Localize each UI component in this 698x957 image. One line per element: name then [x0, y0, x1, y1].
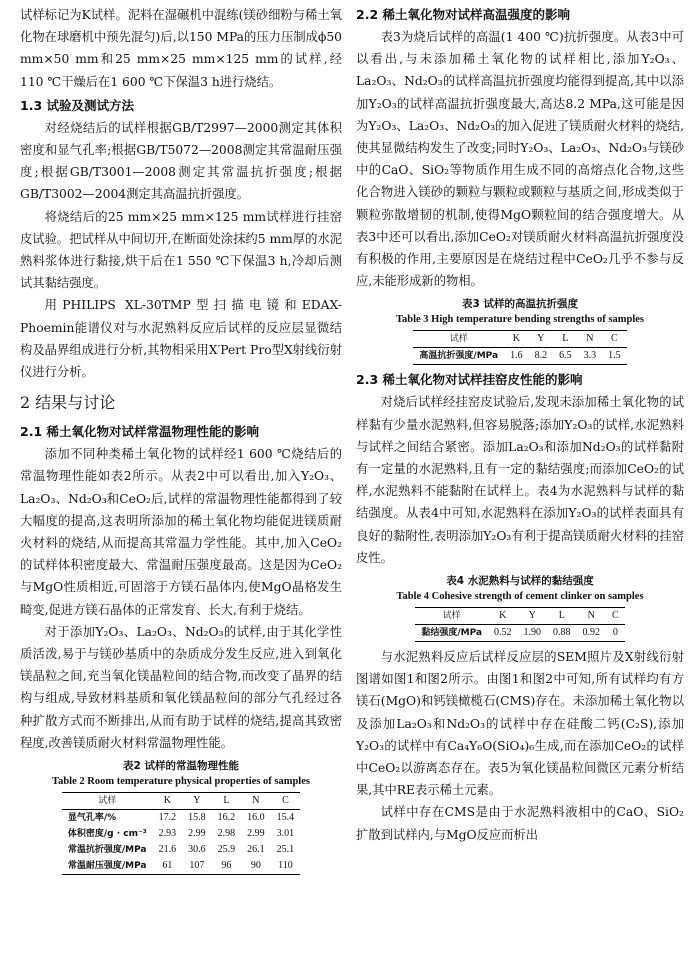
- table-cell: 0.92: [582, 627, 600, 639]
- heading-2-2: 2.2 稀土氧化物对试样高温强度的影响: [356, 7, 570, 22]
- table-cell: 1.6: [510, 350, 523, 362]
- table-2-caption-cn: 表2 试样的常温物理性能: [123, 760, 239, 773]
- paragraph-after-table-4: 与水泥熟料反应后试样反应层的SEM照片及X射线衍射图谱如图1和图2所示。由图1和图2中可知,所有试样均有方镁石(MgO)和钙镁橄榄石(CMS)存在。未添加稀土氧化物以及添加La₂O₃和Nd₂O₃的试样中存在硅酸二钙(C₂S),添加Y₂O₃的试样中有Ca₄Y₆O(SiO₄)₆生成,而在添加CeO₂的试样中CeO₂以游离态存在。表5为氧化镁晶粒间微区元素分析结果,其中RE表示稀土元素。: [356, 650, 684, 798]
- row-label: 高温抗折强度/MPa: [419, 351, 499, 362]
- table-2-grid: [62, 792, 300, 875]
- table-cell: 1.5: [608, 350, 621, 362]
- table-cell: 90: [250, 860, 261, 872]
- table-header-cell: C: [271, 793, 301, 810]
- paragraph-last: 试样中存在CMS是由于水泥熟料液相中的CaO、SiO₂扩散到试样内,与MgO反应而析出: [356, 805, 684, 842]
- table-cell: 107: [189, 860, 205, 872]
- table-cell: 0.88: [553, 627, 571, 639]
- table-header-cell: C: [602, 331, 627, 348]
- table-cell: 15.4: [276, 812, 295, 824]
- paragraph-1-3-a: 对经烧结后的试样根据GB/T2997—2000测定其体积密度和显气孔率;根据GB/T5072—2008测定其常温耐压强度;根据GB/T3001—2008测定其常温抗折强度;根据GB/T3002—2004测定其高温抗折强度。: [20, 120, 342, 202]
- table-header-cell: K: [504, 331, 529, 348]
- table-cell: 25.1: [276, 844, 295, 856]
- table-header-cell: 试样: [62, 793, 153, 810]
- table-row: [62, 826, 300, 842]
- heading-1-3: 1.3 试验及测试方法: [20, 97, 134, 113]
- table-header-cell: K: [153, 793, 183, 810]
- table-cell: 3.01: [276, 828, 295, 840]
- table-cell: 16.0: [247, 812, 265, 824]
- row-label: 体积密度/g · cm⁻³: [67, 829, 147, 840]
- row-label: 显气孔率/%: [67, 813, 117, 824]
- heading-2-1: 2.1 稀土氧化物对试样常温物理性能的影响: [20, 424, 259, 440]
- table-cell: 2.99: [188, 828, 206, 840]
- table-header-cell: 试样: [415, 608, 488, 625]
- table-header-cell: L: [553, 331, 578, 348]
- table-header-cell: Y: [529, 331, 554, 348]
- table-row: [415, 625, 624, 642]
- table-cell: 110: [278, 860, 293, 872]
- row-label: 黏结强度/MPa: [421, 628, 482, 639]
- table-3-caption-cn: 表3 试样的高温抗折强度: [462, 298, 578, 311]
- paragraph-2-1-a: 添加不同种类稀土氧化物的试样经1 600 ℃烧结后的常温物理性能如表2所示。从表2中可以看出,加入Y₂O₃、La₂O₃、Nd₂O₃和CeO₂后,试样的常温物理性能都得到了较大幅度的提高,这表明所添加的稀土氧化物均能促进镁质耐火材料的烧结,从而提高其常温力学性能。其中,加入CeO₂的试样体积密度最大、常温耐压强度最高。这是因为CeO₂与MgO性质相近,可固溶于方镁石晶体内,使MgO晶格发生畸变,促进方镁石晶体的正常发育、长大,有利于烧结。: [20, 447, 342, 617]
- table-header-cell: L: [212, 793, 242, 810]
- paragraph-2-3: 对烧后试样经挂窑皮试验后,发现未添加稀土氧化物的试样黏有少量水泥熟料,但容易脱落;添加Y₂O₃的试样,水泥熟料与试样之间结合紧密。添加La₂O₃和添加Nd₂O₃的试样黏附有一定量的水泥熟料,且有一定的黏结强度;而添加CeO₂的试样,水泥熟料不能黏附在试样上。表4为水泥熟料与试样的黏结强度。从表4中可知,水泥熟料在添加Y₂O₃的试样表面具有良好的黏附性,表明添加Y₂O₃有利于提高镁质耐火材料的挂窑皮性。: [356, 395, 684, 565]
- table-cell: 1.90: [523, 627, 541, 639]
- table-cell: 16.2: [217, 812, 236, 824]
- table-cell: 0: [612, 627, 618, 639]
- table-3: [356, 296, 684, 365]
- table-cell: 8.2: [534, 350, 548, 362]
- heading-2: 2 结果与讨论: [20, 393, 116, 413]
- right-column: [356, 4, 684, 846]
- table-header-cell: N: [578, 331, 603, 348]
- table-cell: 2.93: [158, 828, 177, 840]
- paragraph-2-2: 表3为烧后试样的高温(1 400 ℃)抗折强度。从表3中可以看出,与未添加稀土氧化物的试样相比,添加Y₂O₃、La₂O₃、Nd₂O₃的试样高温抗折强度均能得到提高,其中以添加Y₂O₃的试样高温抗折强度最大,高达8.2 MPa,这可能是因为Y₂O₃、La₂O₃、Nd₂O₃的加入促进了镁质耐火材料的烧结,使其显微结构发生了改变;同时Y₂O₃、La₂O₃、Nd₂O₃与镁砂中的CaO、SiO₂等物质作用生成不同的高熔点化合物,这些化合物进入镁砂的颗粒与颗粒或颗粒与基质之间,形成类似于颗粒弥散增韧的机制,使得MgO颗粒间的结合强度增大。从表3中还可以看出,添加CeO₂对镁质耐火材料高温抗折强度没有积极的作用,主要原因是在烧结过程中CeO₂几乎不参与反应,未能形成新的物相。: [356, 30, 684, 289]
- table-3-caption-en: Table 3 High temperature bending strengths of samples: [395, 314, 645, 326]
- table-header-cell: N: [241, 793, 271, 810]
- table-cell: 61: [162, 860, 173, 872]
- table-header-cell: Y: [518, 608, 548, 625]
- table-4-grid: [415, 607, 624, 642]
- row-label: 常温耐压强度/MPa: [67, 861, 147, 872]
- table-cell: 17.2: [158, 812, 177, 824]
- paragraph-1-3-c: 用PHILIPS XL-30TMP型扫描电镜和EDAX-Phoemin能谱仪对与水泥熟料反应后试样的反应层显微结构及晶界组成进行分析,其物相采用X′Pert Pro型X射线衍射仪进行分析。: [20, 298, 342, 380]
- table-row: [62, 810, 300, 827]
- table-4-caption-en: Table 4 Cohesive strength of cement clinker on samples: [396, 591, 644, 603]
- table-cell: 21.6: [158, 844, 177, 856]
- table-2-caption-en: Table 2 Room temperature physical properties of samples: [52, 776, 310, 788]
- table-header-cell: 试样: [413, 331, 504, 348]
- table-cell: 30.6: [188, 844, 206, 856]
- left-column: [20, 4, 342, 875]
- table-row: [62, 858, 300, 875]
- table-row: [413, 348, 626, 365]
- table-cell: 26.1: [247, 844, 265, 856]
- row-label: 常温抗折强度/MPa: [67, 845, 147, 856]
- paragraph-2-1-b: 对于添加Y₂O₃、La₂O₃、Nd₂O₃的试样,由于其化学性质活泼,易于与镁砂基质中的杂质成分发生反应,进入到氧化镁晶粒之间,充当氧化镁晶粒间的结合物,而改变了晶界的结构与组成,导致材料基质和氧化镁晶粒间的部分气孔经过各种扩散方式而不断排出,从而有助于试样的烧结,提高其致密程度,改善镁质耐火材料常温物理性能。: [20, 624, 342, 750]
- table-4: [356, 573, 684, 642]
- table-row: [62, 842, 300, 858]
- table-header-cell: C: [606, 608, 625, 625]
- table-4-caption-cn: 表4 水泥熟料与试样的黏结强度: [446, 575, 594, 588]
- table-cell: 15.8: [188, 812, 206, 824]
- table-cell: 96: [221, 860, 232, 872]
- table-cell: 25.9: [217, 844, 236, 856]
- paragraph-intro: 试样标记为K试样。泥料在湿碾机中混练(镁砂细粉与稀土氧化物在球磨机中预先混匀)后,以150 MPa的压力压制成ϕ50 mm×50 mm和25 mm×25 mm×125 mm的试样,经110 ℃干燥后在1 600 ℃下保温3 h进行烧结。: [20, 8, 342, 89]
- table-header-cell: N: [577, 608, 607, 625]
- table-header-cell: Y: [182, 793, 212, 810]
- table-cell: 2.98: [217, 828, 236, 840]
- table-2: [20, 758, 342, 875]
- table-header-cell: L: [547, 608, 577, 625]
- table-cell: 2.99: [247, 828, 265, 840]
- table-header-cell: K: [488, 608, 518, 625]
- table-3-grid: [413, 330, 626, 365]
- paragraph-1-3-b: 将烧结后的25 mm×25 mm×125 mm试样进行挂窑皮试验。把试样从中间切开,在断面处涂抹约5 mm厚的水泥熟料浆体进行黏接,烘干后在1 550 ℃下保温3 h,冷却后测试其黏结强度。: [20, 209, 342, 291]
- heading-2-3: 2.3 稀土氧化物对试样挂窑皮性能的影响: [356, 372, 583, 388]
- table-cell: 3.3: [583, 350, 597, 362]
- table-cell: 0.52: [494, 627, 512, 639]
- table-cell: 6.5: [559, 350, 572, 362]
